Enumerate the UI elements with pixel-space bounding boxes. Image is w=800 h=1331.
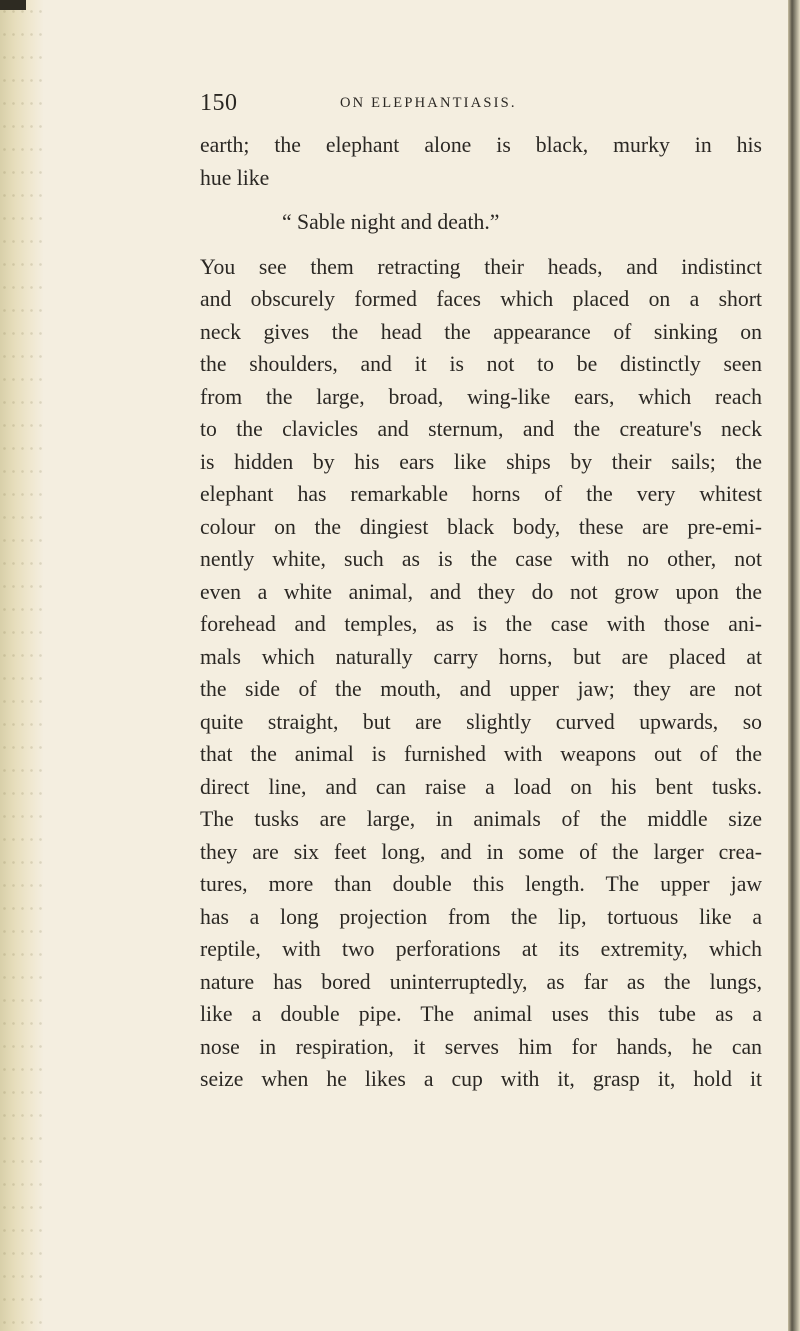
text-line: and obscurely formed faces which placed on a short [200,287,762,311]
page-header [200,90,760,120]
text-line: from the large, broad, wing-like ears, which reach [200,384,762,409]
text-line: forehead and temples, as is the case with those ani- [200,612,762,636]
text-line: elephant has remarkable horns of the very whitest [200,482,762,506]
text-line: tures, more than double this length. The upper jaw [200,872,762,896]
text-line: reptile, with two perforations at its extremity, which [200,937,762,961]
text-line: mals which naturally carry horns, but are placed at [200,644,762,669]
text-line: neck gives the head the appearance of sinking on [200,319,762,344]
text-line: like a double pipe. The animal uses this tube as a [200,1002,762,1026]
text-line: that the animal is furnished with weapons out of the [200,742,762,766]
text-line: The tusks are large, in animals of the middle size [200,807,762,831]
text-line: hue like [200,165,270,190]
text-line: You see them retracting their heads, and indistinct [200,254,762,279]
page-number: 150 [200,90,238,116]
page-gutter-texture [0,0,44,1331]
text-line: even a white animal, and they do not grow upon the [200,579,762,604]
text-line: earth; the elephant alone is black, murky in his [200,133,762,157]
text-line: nose in respiration, it serves him for hands, he can [200,1034,762,1059]
text-line: seize when he likes a cup with it, grasp it, hold it [200,1067,762,1091]
text-line: the shoulders, and it is not to be distinctly seen [200,352,762,376]
text-line: has a long projection from the lip, tortuous like a [200,904,762,929]
running-head: ON ELEPHANTIASIS. [340,95,517,111]
quotation-line: “ Sable night and death.” [282,210,500,234]
body-text [200,129,762,1096]
text-line: nently white, such as is the case with no other, not [200,547,762,571]
text-line: to the clavicles and sternum, and the creature's neck [200,417,762,441]
text-line: quite straight, but are slightly curved upwards, so [200,709,762,734]
corner-mark [0,0,26,10]
text-line: the side of the mouth, and upper jaw; they are not [200,677,762,701]
text-line: they are six feet long, and in some of the larger crea- [200,839,762,864]
page-edge [788,0,800,1331]
text-line: colour on the dingiest black body, these are pre-emi- [200,514,762,539]
text-line: direct line, and can raise a load on his bent tusks. [200,774,762,799]
text-line: nature has bored uninterruptedly, as far as the lungs, [200,969,762,994]
text-line: is hidden by his ears like ships by their sails; the [200,449,762,474]
